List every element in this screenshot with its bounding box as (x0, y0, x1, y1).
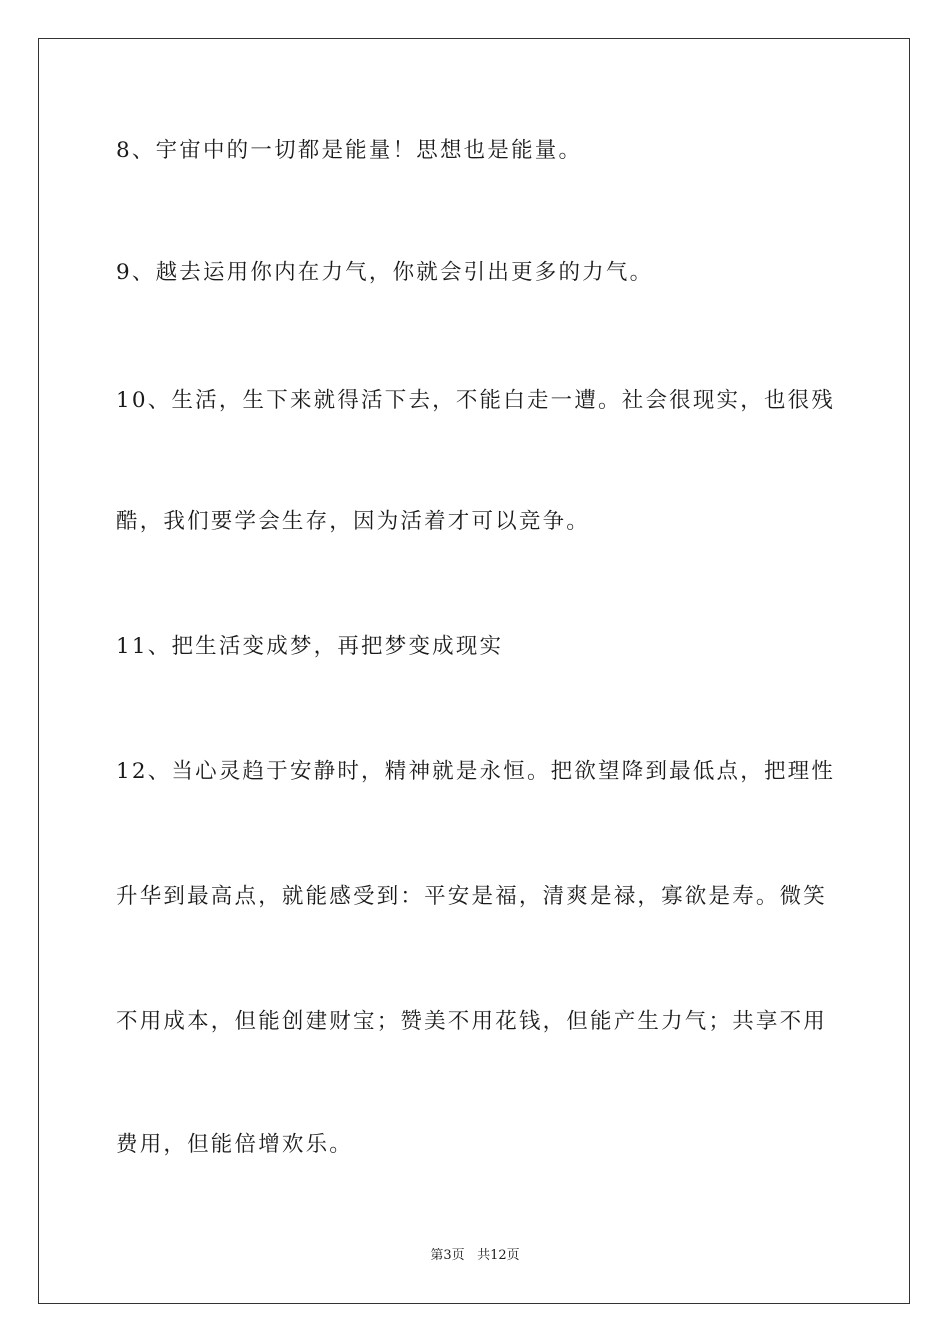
text-line: 费用，但能倍增欢乐。 (116, 1132, 354, 1157)
text-line: 酷，我们要学会生存，因为活着才可以竞争。 (116, 509, 591, 534)
text-line: 9、越去运用你内在力气，你就会引出更多的力气。 (116, 260, 654, 285)
text-line: 升华到最高点，就能感受到：平安是福，清爽是禄，寡欲是寿。微笑 (116, 884, 828, 909)
page-total: 共12页 (477, 1248, 520, 1263)
text-line: 11、把生活变成梦，再把梦变成现实 (116, 634, 504, 659)
text-line: 不用成本，但能创建财宝；赞美不用花钱，但能产生力气；共享不用 (116, 1009, 828, 1034)
page-footer (0, 1247, 950, 1265)
text-line: 10、生活，生下来就得活下去，不能白走一遭。社会很现实，也很残 (116, 388, 836, 413)
page-border (38, 38, 910, 1304)
text-line: 8、宇宙中的一切都是能量！思想也是能量。 (116, 138, 583, 163)
page-number: 第3页 (430, 1248, 465, 1263)
text-line: 12、当心灵趋于安静时，精神就是永恒。把欲望降到最低点，把理性 (116, 759, 836, 784)
